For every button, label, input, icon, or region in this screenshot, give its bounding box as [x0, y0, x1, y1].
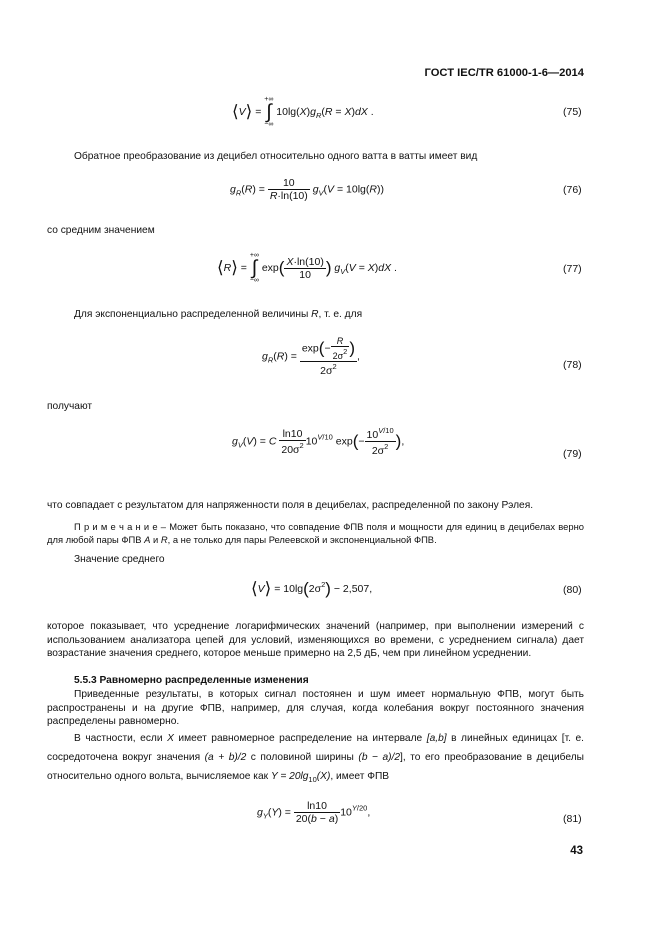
equation-number-75: (75)	[563, 106, 582, 118]
note-label: П р и м е ч а н и е –	[74, 521, 167, 532]
equation-number-81: (81)	[563, 813, 582, 825]
equation-number-77: (77)	[563, 263, 582, 275]
note-text: Может быть показано, что совпадение ФПВ поля и мощности для единиц в децибелах верно для любой пары ФПВ	[47, 521, 584, 545]
paragraph: получают	[47, 401, 93, 412]
equation-76: $g_R(R)$ = $\frac{10}{R\cdot\ln(10)}$ $g_V(V = 10\lg(R))$	[230, 177, 384, 202]
equation-77: ⟨R⟩ = +∞ ∫ −∞ exp( $\frac{X\cdot\ln(10)}{10}$ ) $g_V(V = X)dX$ .	[217, 252, 397, 284]
equation-number-79: (79)	[563, 448, 582, 460]
page-number: 43	[570, 845, 583, 857]
equation-79: $g_V(V) = C$ $\frac{\ln 10}{20\sigma^2}$ $10^{V/10}$ exp(− $\frac{10^{V/10}}{2\sigma^2}$ ),	[232, 426, 405, 457]
note-text: и	[150, 534, 161, 545]
equation-number-76: (76)	[563, 184, 582, 196]
equation-80: ⟨V⟩ = $10\lg(2\sigma^2) - 2,507$,	[251, 579, 373, 598]
paragraph: со средним значением	[47, 225, 155, 236]
paragraph-text: , т. е. для	[318, 309, 363, 320]
math-symbol: X	[167, 733, 174, 744]
section-title: 5.5.3 Равномерно распределенные изменения	[74, 675, 309, 686]
paragraph-text: имеет равномерное распределение на интервале	[173, 733, 427, 744]
math-expression: (X)	[316, 771, 331, 782]
paragraph: что совпадает с результатом для напряженности поля в децибелах, распределенной по закону Рэлея.	[47, 500, 534, 511]
math-expression: (a + b)/2	[204, 752, 247, 763]
document-header: ГОСТ IEC/TR 61000-1-6—2014	[424, 67, 584, 79]
math-expression: Y = 20lg	[270, 771, 309, 782]
paragraph: Приведенные результаты, в которых сигнал постоянен и шум имеет нормальную ФПВ, могут быть распространены и на другие ФПВ, например, для случая, когда колебания вокруг постоянного значения распределены равномерно.	[47, 689, 584, 727]
paragraph-text: , имеет ФПВ	[330, 771, 390, 782]
paragraph	[47, 308, 584, 322]
paragraph-text: Для экспоненциально распределенной величины	[74, 309, 312, 320]
math-subscript: 10	[308, 775, 317, 784]
math-symbol: A	[144, 534, 151, 545]
note	[47, 520, 584, 546]
math-symbol: R	[311, 309, 319, 320]
equation-81: $g_Y(Y)$ = $\frac{\ln 10}{20(b - a)}$ $10^{Y/20}$,	[257, 800, 371, 825]
paragraph: Обратное преобразование из децибел относительно одного ватта в ватты имеет вид	[74, 151, 478, 162]
paragraph-text: с половиной ширины	[246, 752, 359, 763]
math-expression: (b − a)/2	[358, 752, 401, 763]
paragraph: которое показывает, что усреднение логарифмических значений (например, при выполнении измерений с использованием анализатора цепей для условий, изменяющихся во времени, с усреднением сигнала) дает возрастание значения среднего, которое меньше примерно на 2,5 дБ, чем при линейном усреднении.	[47, 621, 584, 659]
math-symbol: R	[160, 534, 168, 545]
paragraph: Значение среднего	[74, 554, 165, 565]
equation-number-78: (78)	[563, 359, 582, 371]
paragraph	[47, 729, 584, 789]
equation-75: ⟨V⟩ = +∞ ∫ −∞ $10\lg(X)g_R(R = X)dX$ .	[232, 96, 374, 128]
math-symbol: [a,b]	[426, 733, 447, 744]
equation-number-80: (80)	[563, 584, 582, 596]
equation-78: $g_R(R)$ = exp(− $\frac{R}{2\sigma^2}$ ) $2\sigma^2$ ,	[262, 336, 360, 377]
paragraph-text: ], то его преобразование в децибелы относительно одного вольта, вычисляемое как	[47, 752, 584, 782]
paragraph-text: в линейных единицах [т. е. сосредоточена вокруг значения	[47, 733, 584, 763]
paragraph-text: В частности, если	[74, 733, 168, 744]
note-text: , а не только для пары Релеевской и экспоненциальной ФПВ.	[167, 534, 437, 545]
